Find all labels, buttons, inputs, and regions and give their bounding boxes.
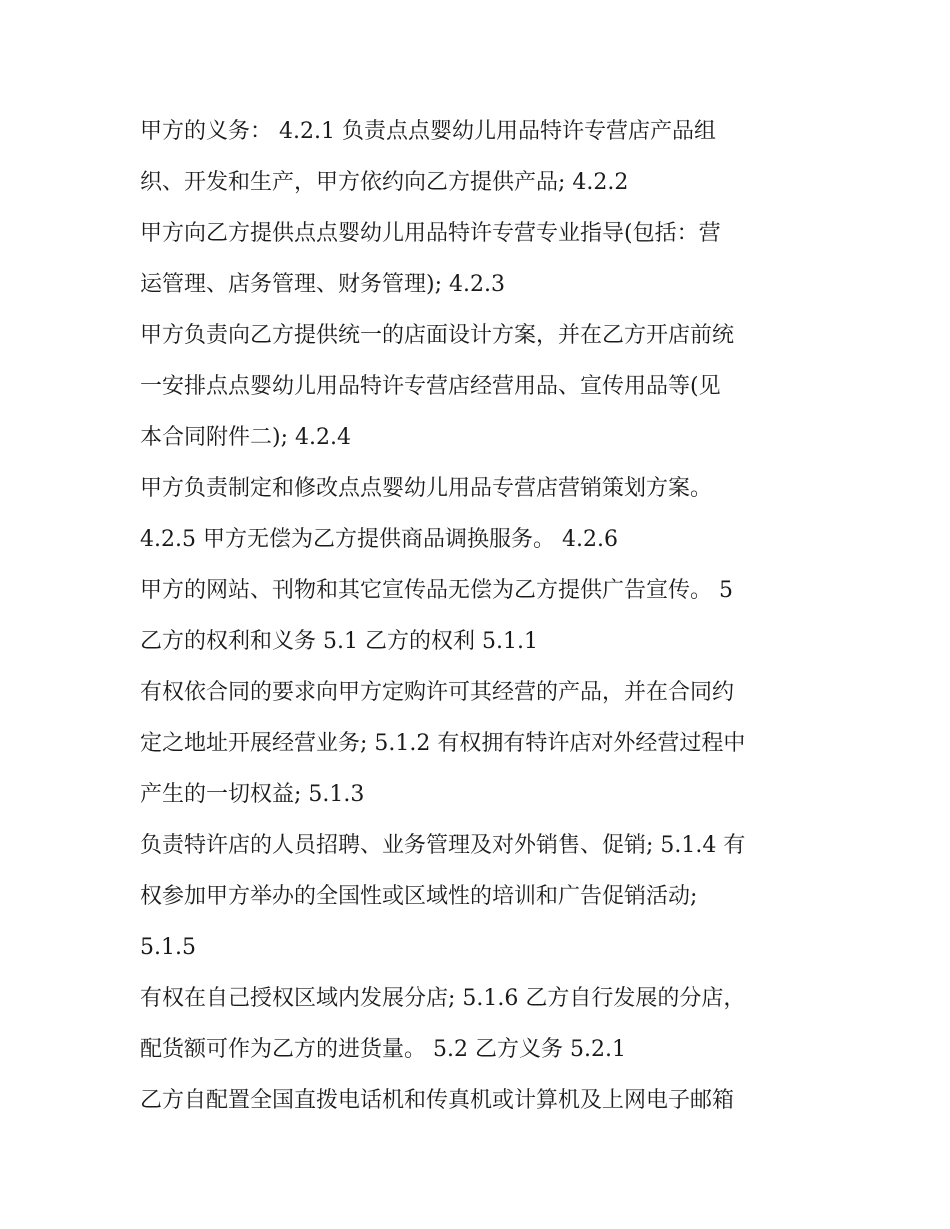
text-line: 本合同附件二); 4.2.4 [140, 425, 351, 450]
text-line: 乙方自配置全国直拨电话机和传真机或计算机及上网电子邮箱 [140, 1088, 735, 1113]
text-line: 甲方的义务： 4.2.1 负责点点婴幼儿用品特许专营店产品组 [140, 119, 716, 144]
text-line: 甲方负责制定和修改点点婴幼儿用品专营店营销策划方案。 [140, 476, 713, 501]
text-line: 4.2.5 甲方无偿为乙方提供商品调换服务。 4.2.6 [140, 527, 618, 552]
text-line: 5.1.5 [140, 935, 196, 960]
text-line: 有权依合同的要求向甲方定购许可其经营的产品，并在合同约 [140, 680, 735, 705]
text-line: 甲方负责向乙方提供统一的店面设计方案，并在乙方开店前统 [140, 323, 735, 348]
text-line: 定之地址开展经营业务; 5.1.2 有权拥有特许店对外经营过程中 [140, 731, 746, 756]
text-line: 乙方的权利和义务 5.1 乙方的权利 5.1.1 [140, 629, 538, 654]
text-line: 配货额可作为乙方的进货量。 5.2 乙方义务 5.2.1 [140, 1037, 626, 1062]
text-line: 有权在自己授权区域内发展分店; 5.1.6 乙方自行发展的分店， [140, 986, 746, 1011]
text-line: 运管理、店务管理、财务管理); 4.2.3 [140, 272, 505, 297]
text-line: 织、开发和生产，甲方依约向乙方提供产品; 4.2.2 [140, 170, 629, 195]
contract-text [140, 106, 840, 1126]
text-line: 产生的一切权益; 5.1.3 [140, 782, 365, 807]
text-line: 权参加甲方举办的全国性或区域性的培训和广告促销活动; [140, 884, 698, 909]
text-line: 甲方向乙方提供点点婴幼儿用品特许专营专业指导(包括：营 [140, 221, 721, 246]
text-line: 甲方的网站、刊物和其它宣传品无偿为乙方提供广告宣传。 5 [140, 578, 733, 603]
text-line: 一安排点点婴幼儿用品特许专营店经营用品、宣传用品等(见 [140, 374, 721, 399]
text-line: 负责特许店的人员招聘、业务管理及对外销售、促销; 5.1.4 有 [140, 833, 746, 858]
